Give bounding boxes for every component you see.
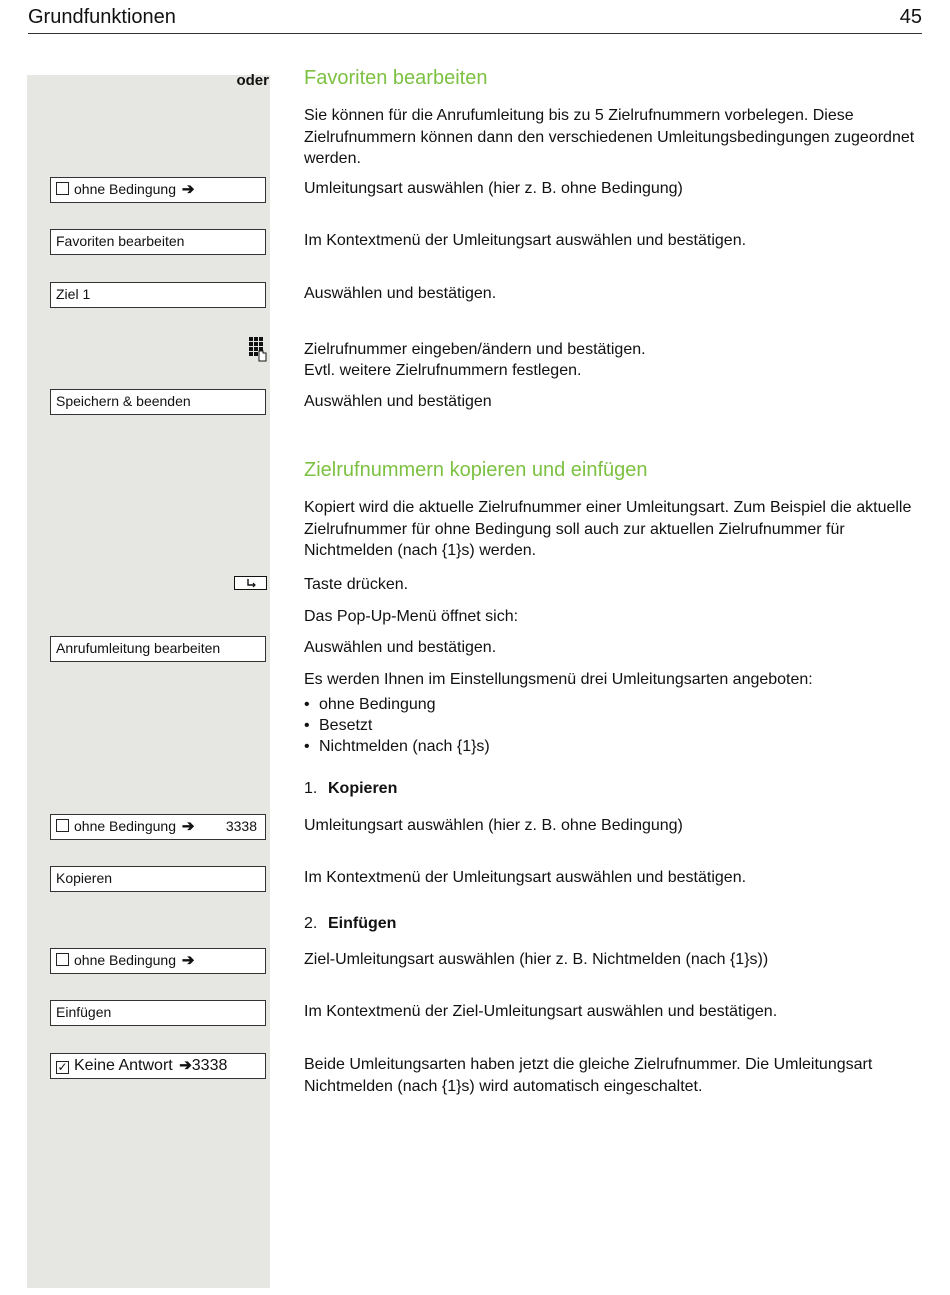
- instruction-select-type: Umleitungsart auswählen (hier z. B. ohne Bedingung): [304, 180, 683, 197]
- instruction-select-confirm-2: Auswählen und bestätigen.: [304, 639, 497, 656]
- display-ohne-bedingung-3338[interactable]: [50, 814, 266, 840]
- display-kopieren[interactable]: [50, 866, 266, 892]
- step-number: 2.: [304, 915, 318, 932]
- instruction-select-confirm: Auswählen und bestätigen.: [304, 285, 497, 302]
- display-label: ohne Bedingung: [74, 952, 176, 968]
- step-label: Kopieren: [328, 780, 398, 797]
- display-label: Einfügen: [56, 1004, 112, 1020]
- display-keine-antwort[interactable]: [50, 1053, 266, 1079]
- keypad-icon: [247, 336, 269, 362]
- display-speichern-beenden[interactable]: [50, 389, 266, 415]
- arrow-right-icon: ➔: [181, 181, 195, 198]
- display-label: ohne Bedingung: [74, 818, 176, 834]
- display-label: Ziel 1: [56, 286, 91, 302]
- list-item: [304, 738, 490, 756]
- bullet: •: [304, 696, 310, 713]
- instruction-more-numbers: Evtl. weitere Zielrufnummern festlegen.: [304, 362, 582, 379]
- sidebar-column: [27, 75, 270, 1288]
- list-item-text: Besetzt: [319, 717, 373, 734]
- instruction-enter-number: Zielrufnummer eingeben/ändern und bestätigen.: [304, 341, 646, 358]
- forward-key-icon[interactable]: [234, 576, 267, 591]
- instruction-copy-select: Umleitungsart auswählen (hier z. B. ohne Bedingung): [304, 817, 683, 834]
- display-number: 3338: [191, 1057, 228, 1074]
- page-number: 45: [899, 6, 922, 28]
- display-number: 3338: [225, 818, 257, 834]
- result-text: Beide Umleitungsarten haben jetzt die gleiche Zielrufnummer. Die Umleitungsart Nichtmelden (nach {1}s) wird automatisch eingeschaltet.: [304, 1056, 873, 1095]
- step-label: Einfügen: [328, 915, 397, 932]
- list-item: [304, 696, 436, 714]
- step-number: 1.: [304, 780, 318, 797]
- arrow-right-icon: ➔: [179, 1057, 192, 1074]
- section2-intro: Kopiert wird die aktuelle Zielrufnummer einer Umleitungsart. Zum Beispiel die aktuelle Zielrufnummer für ohne Bedingung soll auch zur aktuellen Zielrufnummer für Nichtmelden (nach {1}s) werden.: [304, 499, 912, 559]
- display-favoriten-bearbeiten[interactable]: [50, 229, 266, 255]
- instruction-paste-context: Im Kontextmenü der Ziel-Umleitungsart auswählen und bestätigen.: [304, 1003, 778, 1020]
- arrow-right-icon: ➔: [181, 818, 195, 835]
- display-label: Anrufumleitung bearbeiten: [56, 640, 221, 656]
- arrow-right-icon: ➔: [181, 952, 195, 969]
- display-anrufumleitung-bearbeiten[interactable]: [50, 636, 266, 662]
- bullet: •: [304, 717, 310, 734]
- step-heading-einfuegen: [304, 915, 396, 933]
- instruction-copy-context: Im Kontextmenü der Umleitungsart auswählen und bestätigen.: [304, 869, 747, 886]
- section1-intro: Sie können für die Anrufumleitung bis zu 5 Zielrufnummern vorbelegen. Diese Zielrufnummern können dann den verschiedenen Umleitungsbedingungen zugeordnet werden.: [304, 107, 915, 167]
- instruction-popup: Das Pop-Up-Menü öffnet sich:: [304, 608, 519, 625]
- section-heading-favoriten: Favoriten bearbeiten: [304, 67, 488, 89]
- instruction-paste-select: Ziel-Umleitungsart auswählen (hier z. B. Nichtmelden (nach {1}s)): [304, 951, 769, 968]
- list-item-text: Nichtmelden (nach {1}s): [319, 738, 490, 755]
- oder-label: oder: [236, 72, 269, 89]
- list-item-text: ohne Bedingung: [319, 696, 436, 713]
- display-ohne-bedingung[interactable]: [50, 177, 266, 203]
- bullet: •: [304, 738, 310, 755]
- display-label: ohne Bedingung: [74, 181, 176, 197]
- step-heading-kopieren: [304, 780, 397, 798]
- display-label: Keine Antwort: [74, 1057, 173, 1074]
- page-header-title: Grundfunktionen: [28, 6, 176, 28]
- instruction-save: Auswählen und bestätigen: [304, 393, 492, 410]
- checkbox-icon: [56, 819, 69, 832]
- instruction-press-key: Taste drücken.: [304, 576, 409, 593]
- display-label: Favoriten bearbeiten: [56, 233, 185, 249]
- list-item: [304, 717, 372, 735]
- header-rule: [28, 33, 922, 34]
- instruction-context-menu: Im Kontextmenü der Umleitungsart auswählen und bestätigen.: [304, 232, 747, 249]
- section-heading-kopieren: Zielrufnummern kopieren und einfügen: [304, 459, 648, 481]
- display-label: Kopieren: [56, 870, 113, 886]
- display-ziel-1[interactable]: [50, 282, 266, 308]
- instruction-offered: Es werden Ihnen im Einstellungsmenü drei Umleitungsarten angeboten:: [304, 671, 813, 688]
- checked-checkbox-icon: ✓: [57, 1060, 68, 1074]
- display-ohne-bedingung-target[interactable]: [50, 948, 266, 974]
- checkbox-icon: [56, 953, 69, 966]
- display-label: Speichern & beenden: [56, 393, 191, 409]
- display-einfuegen[interactable]: [50, 1000, 266, 1026]
- checkbox-icon: [56, 182, 69, 195]
